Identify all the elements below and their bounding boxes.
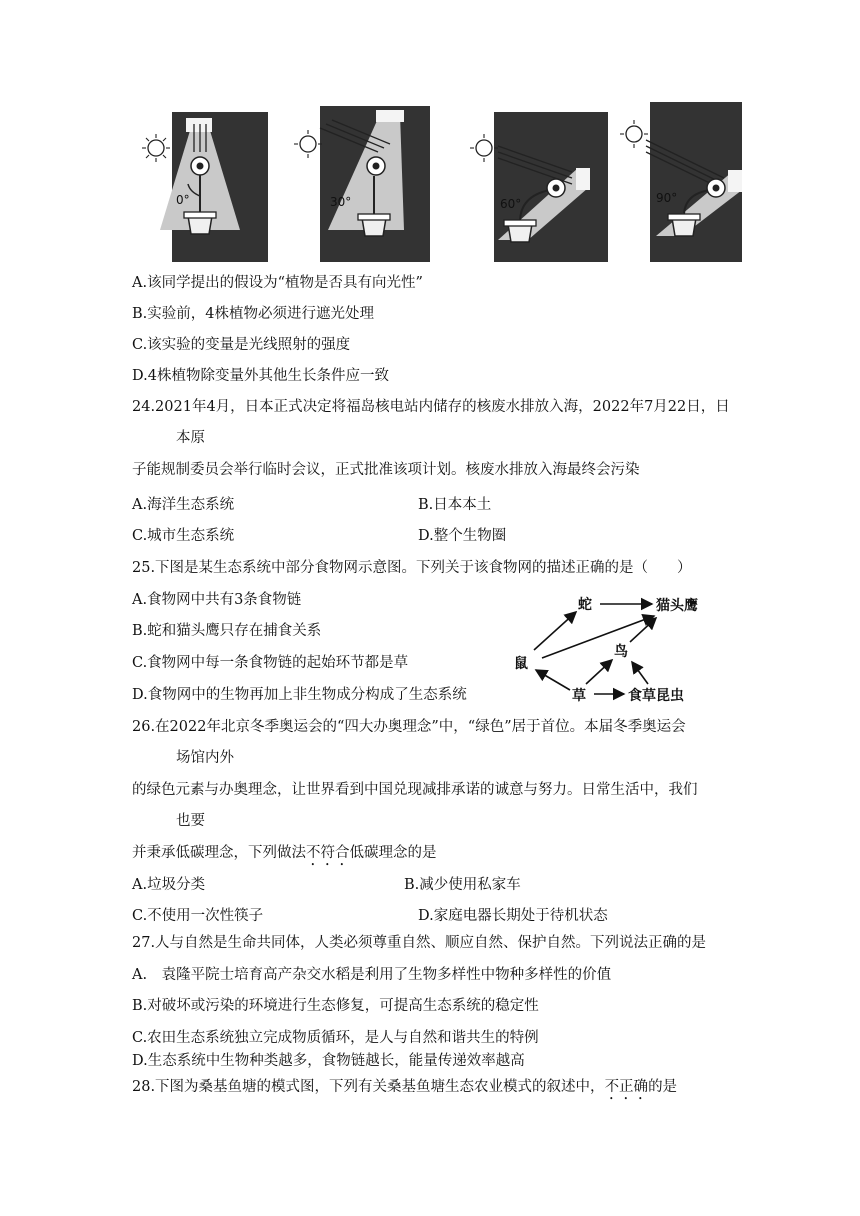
food-web-node-grass: 草: [572, 688, 586, 704]
q26-stem-text: 低碳理念的是: [349, 845, 437, 861]
emphasis-text: 不正确: [604, 1079, 649, 1095]
q25-option-d: D.食物网中的生物再加上非生物成分构成了生态系统: [132, 687, 467, 703]
angle-label: 0°: [176, 193, 190, 207]
food-web-node-mouse: 鼠: [514, 656, 528, 672]
q25-option-b: B.蛇和猫头鹰只存在捕食关系: [132, 623, 322, 639]
emphasis-text: 不符合: [306, 845, 350, 861]
q24-option-a: A.海洋生态系统: [132, 497, 235, 513]
q24-option-c: C.城市生态系统: [132, 528, 235, 544]
q24-option-b: B.日本本土: [418, 497, 492, 513]
q27-option-d: D.生态系统中生物种类越多，食物链越长，能量传递效率越高: [132, 1053, 525, 1069]
q26-stem-line-3: 的绿色元素与办奥理念，让世界看到中国兑现减排承诺的诚意与努力。日常生活中，我们: [132, 782, 698, 798]
phototropism-figure-2: [292, 106, 430, 262]
angle-label: 30°: [330, 195, 352, 209]
angle-label: 90°: [656, 191, 678, 205]
q24-stem-line-1: 24.2021年4月，日本正式决定将福岛核电站内储存的核废水排放入海，2022年7月22日，日: [132, 399, 730, 415]
q27-option-c: C.农田生态系统独立完成物质循环，是人与自然和谐共生的特例: [132, 1030, 539, 1046]
q23-option-a: A.该同学提出的假设为“植物是否具有向光性”: [132, 275, 423, 291]
q28-stem: [132, 1078, 677, 1103]
q28-stem-text: 的是: [648, 1079, 678, 1095]
q26-stem-line-4: 也要: [176, 813, 205, 829]
q26-stem-line-1: 26.在2022年北京冬季奥运会的“四大办奥理念”中，“绿色”居于首位。本届冬季奥运会: [132, 719, 686, 735]
q24-stem-line-2: 本原: [176, 430, 205, 446]
q25-option-a: A.食物网中共有3条食物链: [132, 592, 302, 608]
q26-stem-text: 并秉承低碳理念，下列做法: [132, 845, 306, 861]
q25-stem: 25.下图是某生态系统中部分食物网示意图。下列关于该食物网的描述正确的是（ ）: [132, 560, 692, 576]
q24-stem-line-3: 子能规制委员会举行临时会议，正式批准该项计划。核废水排放入海最终会污染: [132, 462, 640, 478]
q23-option-c: C.该实验的变量是光线照射的强度: [132, 337, 351, 353]
phototropism-figure-3: [468, 112, 608, 262]
angle-label: 60°: [500, 197, 522, 211]
food-web-node-snake: 蛇: [578, 597, 592, 613]
q26-option-d: D.家庭电器长期处于待机状态: [418, 908, 608, 924]
q23-option-b: B.实验前，4株植物必须进行遮光处理: [132, 306, 374, 322]
food-web-diagram: [506, 590, 720, 710]
q26-option-a: A.垃圾分类: [132, 877, 206, 893]
q26-option-b: B.减少使用私家车: [404, 877, 521, 893]
q24-option-d: D.整个生物圈: [418, 528, 507, 544]
food-web-node-insect: 食草昆虫: [628, 688, 684, 704]
phototropism-figure-1: [136, 112, 268, 262]
q26-stem-line-5: [132, 844, 437, 869]
phototropism-figure-4: [616, 102, 742, 262]
q28-stem-text: 28.下图为桑基鱼塘的模式图，下列有关桑基鱼塘生态农业模式的叙述中，: [132, 1079, 605, 1095]
q27-option-a: A. 袁隆平院士培育高产杂交水稻是利用了生物多样性中物种多样性的价值: [132, 967, 612, 983]
q26-stem-line-2: 场馆内外: [176, 750, 234, 766]
q23-option-d: D.4株植物除变量外其他生长条件应一致: [132, 368, 389, 384]
food-web-node-bird: 鸟: [614, 644, 628, 660]
q27-stem: 27.人与自然是生命共同体，人类必须尊重自然、顺应自然、保护自然。下列说法正确的是: [132, 935, 707, 951]
q26-option-c: C.不使用一次性筷子: [132, 908, 264, 924]
food-web-node-owl: 猫头鹰: [656, 598, 698, 614]
q27-option-b: B.对破坏或污染的环境进行生态修复，可提高生态系统的稳定性: [132, 998, 539, 1014]
q25-option-c: C.食物网中每一条食物链的起始环节都是草: [132, 655, 409, 671]
